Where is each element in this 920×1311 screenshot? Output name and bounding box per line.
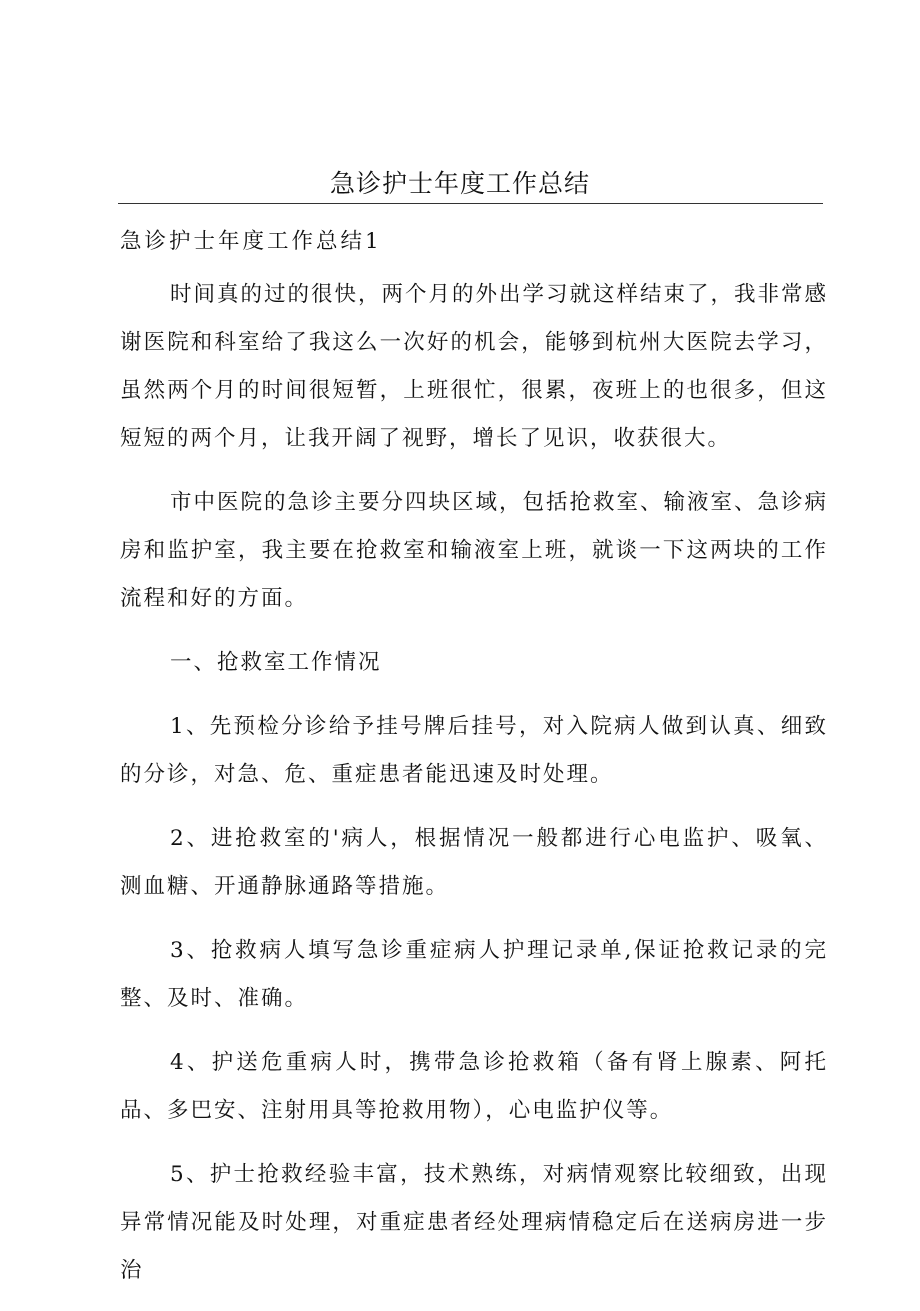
paragraph: 3、抢救病人填写急诊重症病人护理记录单,保证抢救记录的完整、及时、准确。 (120, 938, 828, 1011)
paragraph: 一、抢救室工作情况 (170, 650, 382, 675)
section-heading: 急诊护士年度工作总结1 (120, 229, 382, 254)
document-title: 急诊护士年度工作总结 (329, 169, 590, 198)
paragraph: 5、护士抢救经验丰富，技术熟练，对病情观察比较细致，出现异常情况能及时处理，对重症患者经处理病情稳定后在送病房进一步治 (120, 1162, 828, 1283)
paragraph: 市中医院的急诊主要分四块区域，包括抢救室、输液室、急诊病房和监护室，我主要在抢救室和输液室上班，就谈一下这两块的工作流程和好的方面。 (120, 490, 829, 611)
title-divider (118, 203, 823, 204)
paragraph: 1、先预检分诊给予挂号牌后挂号，对入院病人做到认真、细致的分诊，对急、危、重症患者能迅速及时处理。 (120, 714, 828, 787)
document-body (120, 271, 828, 1311)
paragraph: 2、进抢救室的'病人，根据情况一般都进行心电监护、吸氧、测血糖、开通静脉通路等措施。 (120, 826, 828, 899)
paragraph: 4、护送危重病人时，携带急诊抢救箱（备有肾上腺素、阿托品、多巴安、注射用具等抢救用物），心电监护仪等。 (120, 1050, 828, 1123)
paragraph: 时间真的过的很快，两个月的外出学习就这样结束了，我非常感谢医院和科室给了我这么一次好的机会，能够到杭州大医院去学习，虽然两个月的时间很短暂，上班很忙，很累，夜班上的也很多，但这短短的两个月，让我开阔了视野，增长了见识，收获很大。 (120, 282, 829, 451)
